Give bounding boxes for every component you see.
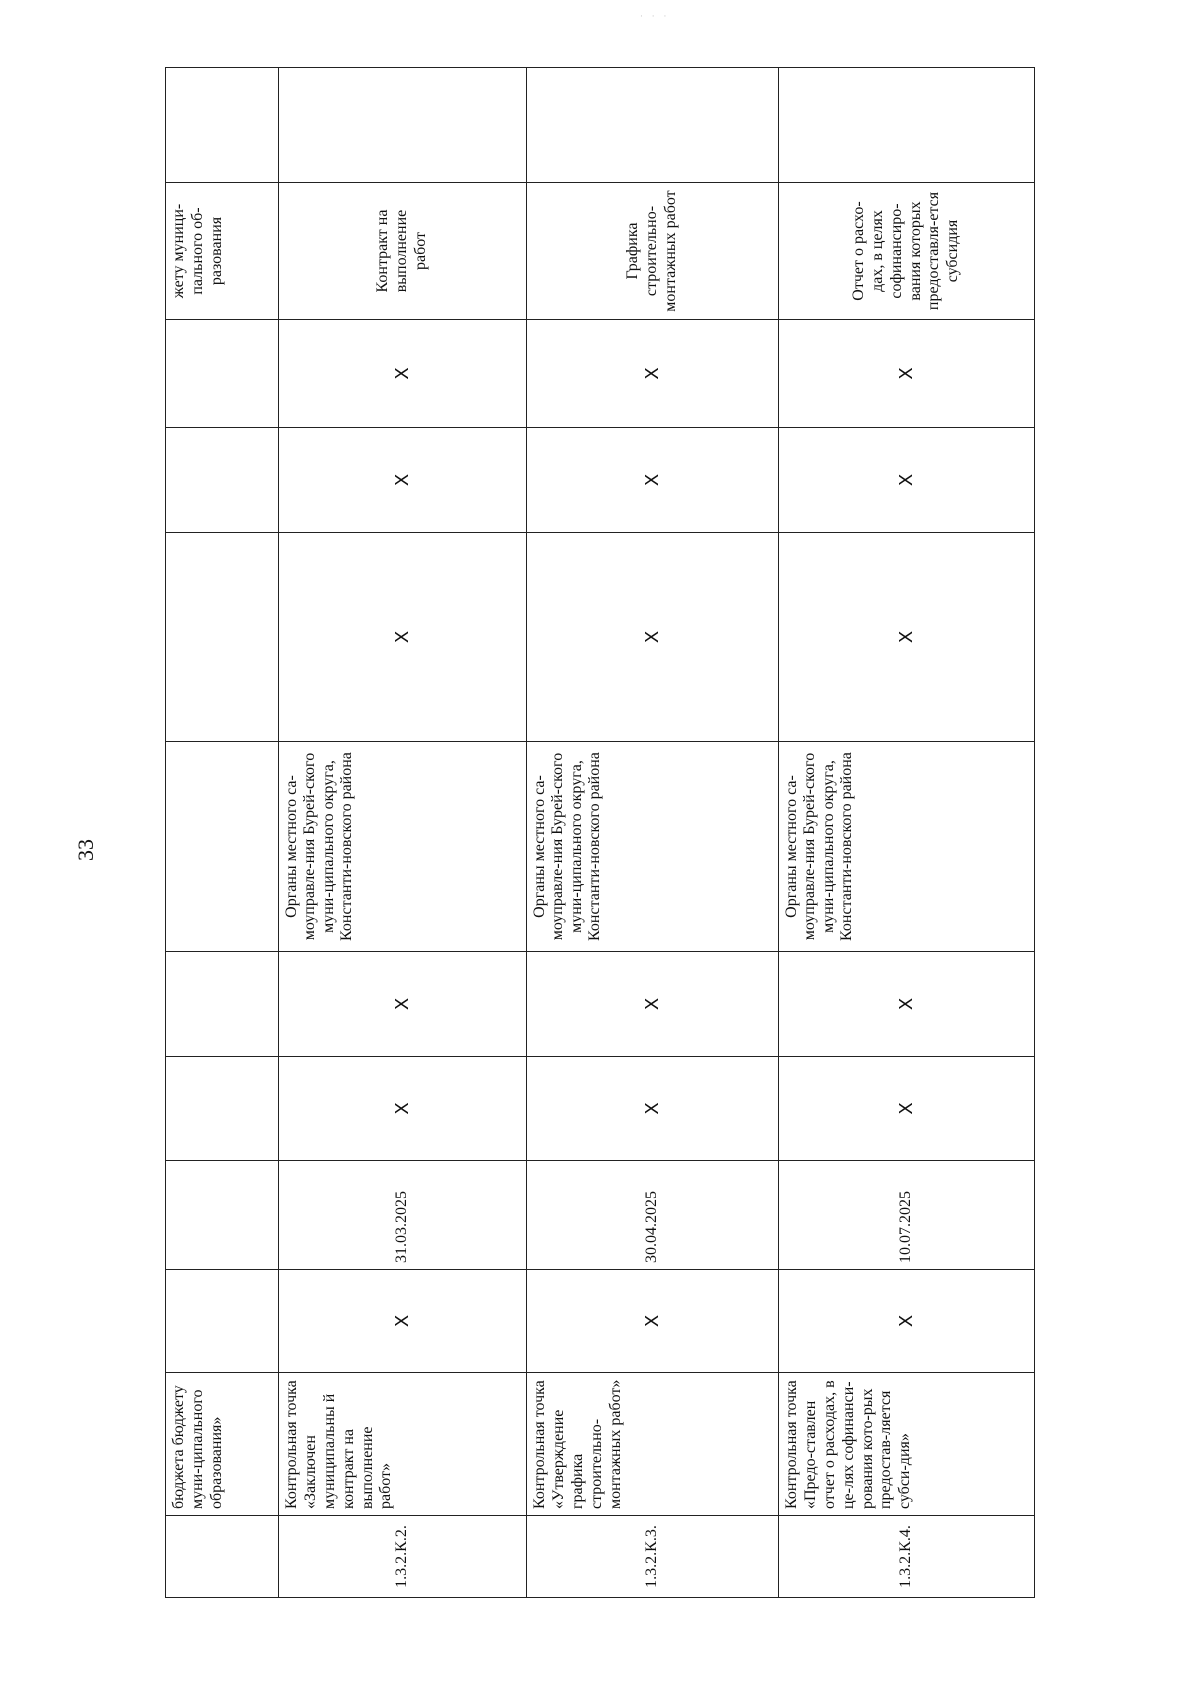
scan-artifact: · · ·	[640, 12, 670, 22]
responsible-cell	[166, 742, 279, 952]
mark-cell	[166, 1057, 279, 1161]
mark-cell	[166, 1270, 279, 1373]
table-frame	[165, 68, 1022, 1598]
mark-cell: X	[527, 320, 779, 428]
mark-cell: X	[527, 428, 779, 533]
mark-cell: X	[779, 1057, 1035, 1161]
mark-cell: X	[779, 320, 1035, 428]
mark-cell: X	[779, 428, 1035, 533]
responsible-cell: Органы местного са-моуправле-ния Бурей-ского муни-ципального округа, Константи-новского района	[779, 742, 1035, 952]
row-code-cell: 1.3.2.К.2.	[279, 1516, 527, 1598]
row-name-cell: Контрольная точка «Заключен муниципальны й контракт на выполнение работ»	[279, 1373, 527, 1516]
blank-cell	[527, 68, 779, 183]
row-name-cell: Контрольная точка «Утверждение графика строительно-монтажных работ»	[527, 1373, 779, 1516]
table-row	[779, 68, 1035, 1598]
row-name-cell: Контрольная точка «Предо-ставлен отчет о расходах, в це-лях софинанси-рования кото-рых предостав-ляется субси-дия»	[779, 1373, 1035, 1516]
mark-cell: X	[527, 1270, 779, 1373]
row-code-cell	[166, 1516, 279, 1598]
date-cell: 10.07.2025	[779, 1161, 1035, 1270]
mark-cell: X	[527, 952, 779, 1057]
mark-cell: X	[279, 428, 527, 533]
responsible-cell: Органы местного са-моуправле-ния Бурей-ского муни-ципального округа, Константи-новского района	[527, 742, 779, 952]
row-name-cell: бюджета бюджету муни-ципального образования»	[166, 1373, 279, 1516]
row-code-cell: 1.3.2.К.4.	[779, 1516, 1035, 1598]
page-number: 33	[73, 839, 98, 861]
mark-cell	[166, 952, 279, 1057]
control-points-table	[165, 67, 1035, 1598]
mark-cell: X	[279, 952, 527, 1057]
mark-cell	[166, 533, 279, 742]
document-cell: Контракт на выполнение работ	[279, 183, 527, 320]
blank-cell	[166, 68, 279, 183]
table-row-continuation	[166, 68, 279, 1598]
mark-cell	[166, 320, 279, 428]
date-cell	[166, 1161, 279, 1270]
mark-cell: X	[779, 1270, 1035, 1373]
blank-cell	[779, 68, 1035, 183]
document-cell: Графика строительно-монтажных работ	[527, 183, 779, 320]
table-row	[279, 68, 527, 1598]
mark-cell: X	[779, 533, 1035, 742]
blank-cell	[279, 68, 527, 183]
mark-cell: X	[527, 533, 779, 742]
document-cell: жету муници-пального об-разования	[166, 183, 279, 320]
row-code-cell: 1.3.2.К.3.	[527, 1516, 779, 1598]
responsible-cell: Органы местного са-моуправле-ния Бурей-ского муни-ципального округа, Константи-новского района	[279, 742, 527, 952]
mark-cell: X	[779, 952, 1035, 1057]
mark-cell: X	[279, 533, 527, 742]
mark-cell: X	[279, 320, 527, 428]
mark-cell	[166, 428, 279, 533]
document-cell: Отчет о расхо-дах, в целях софинансиро-вания которых предоставля-ется субсидия	[779, 183, 1035, 320]
date-cell: 30.04.2025	[527, 1161, 779, 1270]
date-cell: 31.03.2025	[279, 1161, 527, 1270]
table-row	[527, 68, 779, 1598]
mark-cell: X	[279, 1057, 527, 1161]
mark-cell: X	[527, 1057, 779, 1161]
mark-cell: X	[279, 1270, 527, 1373]
